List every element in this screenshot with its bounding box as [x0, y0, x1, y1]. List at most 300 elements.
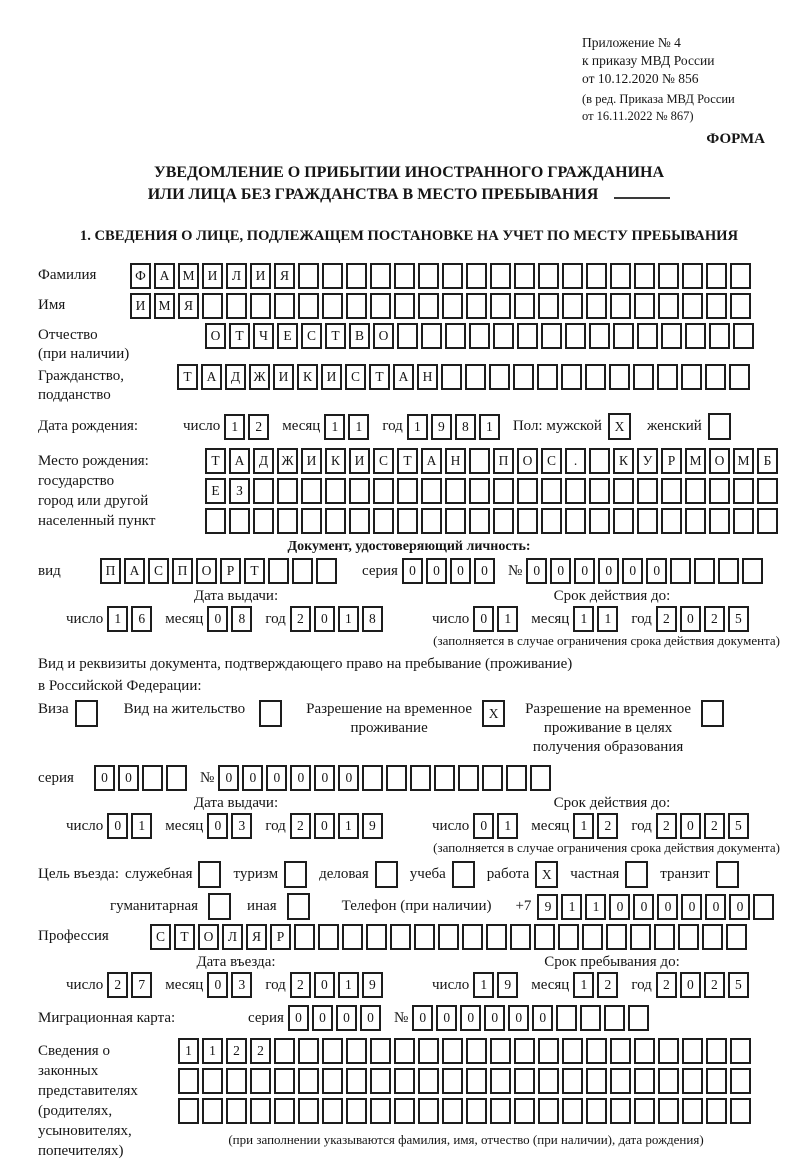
char-cell: [205, 508, 226, 534]
char-cell: [274, 293, 295, 319]
form-label: ФОРМА: [706, 131, 765, 147]
char-cell: 0: [609, 894, 630, 920]
char-cell: Я: [246, 924, 267, 950]
entry-date-heading: Дата въезда:: [196, 954, 276, 970]
char-cell: 5: [728, 813, 749, 839]
char-cell: 0: [460, 1005, 481, 1031]
char-cell: [613, 478, 634, 504]
char-cell: [349, 508, 370, 534]
char-cell: [202, 1098, 223, 1124]
char-cell: [610, 1098, 631, 1124]
migration-card-label: Миграционная карта:: [38, 1009, 176, 1026]
char-cell: С: [373, 448, 394, 474]
char-cell: [445, 323, 466, 349]
char-cell: Д: [225, 364, 246, 390]
identity-series-cells: [402, 558, 498, 584]
char-cell: [490, 293, 511, 319]
residence-doc-intro-2: в Российской Федерации:: [38, 678, 202, 694]
char-cell: [370, 1098, 391, 1124]
char-cell: [493, 323, 514, 349]
char-cell: 2: [250, 1038, 271, 1064]
number-sign: №: [507, 562, 523, 579]
char-cell: [733, 323, 754, 349]
char-cell: [658, 293, 679, 319]
char-cell: 2: [704, 606, 725, 632]
title-line-2: ИЛИ ЛИЦА БЕЗ ГРАЖДАНСТВА В МЕСТО ПРЕБЫВАНИЯ: [147, 186, 599, 203]
char-cell: [301, 478, 322, 504]
char-cell: 0: [207, 813, 228, 839]
char-cell: 0: [314, 972, 335, 998]
char-cell: [585, 364, 606, 390]
char-cell: 9: [497, 972, 518, 998]
char-cell: [342, 924, 363, 950]
identity-valid-year: [656, 606, 752, 632]
given-name-cells: [130, 293, 754, 319]
char-cell: А: [393, 364, 414, 390]
char-cell: 1: [178, 1038, 199, 1064]
char-cell: 0: [598, 558, 619, 584]
purpose-official-checkbox: [198, 861, 221, 888]
permit-valid-note: (заполняется в случае ограничения срока действия документа): [433, 840, 780, 855]
char-cell: 1: [338, 813, 359, 839]
char-cell: [442, 263, 463, 289]
char-cell: [633, 364, 654, 390]
char-cell: 9: [362, 972, 383, 998]
char-cell: 1: [324, 414, 345, 440]
char-cell: 0: [508, 1005, 529, 1031]
char-cell: С: [148, 558, 169, 584]
day-label: число: [66, 817, 104, 834]
identity-doc-heading: Документ, удостоверяющий личность:: [287, 539, 531, 554]
birthplace-cells-row-1: [205, 448, 781, 474]
option-temp-residence-education-line-3: получения образования: [532, 739, 684, 755]
char-cell: [397, 508, 418, 534]
char-cell: [582, 924, 603, 950]
char-cell: 0: [402, 558, 423, 584]
char-cell: [562, 293, 583, 319]
char-cell: [301, 508, 322, 534]
migration-series-cells: [288, 1005, 384, 1031]
guardians-label-5: усыновителях,: [38, 1123, 132, 1139]
char-cell: 3: [231, 972, 252, 998]
purpose-official-label: служебная: [124, 866, 193, 882]
phone-cells: [537, 894, 777, 920]
char-cell: 1: [202, 1038, 223, 1064]
char-cell: [706, 263, 727, 289]
char-cell: И: [250, 263, 271, 289]
char-cell: 1: [473, 972, 494, 998]
char-cell: [421, 478, 442, 504]
identity-valid-note: (заполняется в случае ограничения срока действия документа): [433, 633, 780, 648]
title-line-1: УВЕДОМЛЕНИЕ О ПРИБЫТИИ ИНОСТРАННОГО ГРАЖДАНИНА: [153, 164, 665, 181]
char-cell: [589, 448, 610, 474]
char-cell: [370, 1038, 391, 1064]
char-cell: [226, 1098, 247, 1124]
char-cell: 0: [633, 894, 654, 920]
identity-issue-year: [290, 606, 386, 632]
char-cell: Е: [277, 323, 298, 349]
char-cell: 1: [131, 813, 152, 839]
char-cell: Р: [270, 924, 291, 950]
char-cell: [490, 1038, 511, 1064]
char-cell: [589, 323, 610, 349]
purpose-business-label: деловая: [319, 866, 369, 882]
char-cell: [253, 478, 274, 504]
char-cell: [277, 478, 298, 504]
char-cell: [469, 448, 490, 474]
permit-issue-month: [207, 813, 255, 839]
char-cell: [466, 1038, 487, 1064]
guardians-cells-row-2: [178, 1068, 754, 1094]
char-cell: [613, 508, 634, 534]
char-cell: [709, 478, 730, 504]
char-cell: 0: [574, 558, 595, 584]
char-cell: [658, 1098, 679, 1124]
char-cell: 0: [450, 558, 471, 584]
permit-issue-heading: Дата выдачи:: [193, 795, 279, 811]
char-cell: [726, 924, 747, 950]
char-cell: [558, 924, 579, 950]
purpose-other-label: иная: [247, 898, 277, 914]
char-cell: [705, 364, 726, 390]
permit-number-cells: [218, 765, 554, 791]
char-cell: О: [709, 448, 730, 474]
char-cell: [609, 364, 630, 390]
char-cell: 0: [288, 1005, 309, 1031]
birthplace-cells-row-3: [205, 508, 781, 534]
char-cell: 0: [314, 765, 335, 791]
char-cell: Т: [369, 364, 390, 390]
permit-issue-day: [107, 813, 155, 839]
char-cell: [373, 508, 394, 534]
char-cell: [757, 478, 778, 504]
char-cell: 5: [728, 606, 749, 632]
char-cell: [730, 1068, 751, 1094]
char-cell: [730, 1098, 751, 1124]
char-cell: [362, 765, 383, 791]
day-label: число: [183, 418, 221, 434]
entry-day: [107, 972, 155, 998]
char-cell: П: [493, 448, 514, 474]
month-label: месяц: [282, 418, 321, 434]
stay-year: [656, 972, 752, 998]
char-cell: С: [541, 448, 562, 474]
gender-female-label: женский: [646, 418, 702, 434]
char-cell: [349, 478, 370, 504]
char-cell: [465, 364, 486, 390]
header-subline: от 16.11.2022 № 867): [582, 109, 694, 123]
char-cell: 1: [479, 414, 500, 440]
char-cell: 0: [426, 558, 447, 584]
char-cell: [298, 1038, 319, 1064]
purpose-private-checkbox: [625, 861, 648, 888]
identity-dates: [38, 588, 780, 632]
char-cell: [298, 293, 319, 319]
day-label: число: [432, 817, 470, 834]
month-label: месяц: [165, 817, 204, 834]
char-cell: [325, 508, 346, 534]
char-cell: З: [229, 478, 250, 504]
char-cell: 2: [107, 972, 128, 998]
char-cell: 2: [290, 813, 311, 839]
char-cell: [397, 478, 418, 504]
char-cell: 2: [656, 972, 677, 998]
char-cell: 2: [656, 813, 677, 839]
char-cell: 3: [231, 813, 252, 839]
char-cell: [586, 1068, 607, 1094]
phone-label: Телефон (при наличии): [341, 898, 492, 914]
char-cell: 0: [550, 558, 571, 584]
char-cell: [562, 1098, 583, 1124]
guardians-block: [38, 1038, 780, 1161]
char-cell: 1: [348, 414, 369, 440]
option-residence-permit-label: Вид на жительство: [123, 701, 246, 717]
day-label: число: [66, 610, 104, 627]
char-cell: [226, 293, 247, 319]
char-cell: [397, 323, 418, 349]
profession-cells: [150, 924, 750, 950]
char-cell: [142, 765, 163, 791]
birthplace-cells-row-2: [205, 478, 781, 504]
char-cell: К: [613, 448, 634, 474]
char-cell: 0: [532, 1005, 553, 1031]
purpose-work-label: работа: [486, 866, 530, 882]
char-cell: [366, 924, 387, 950]
char-cell: [541, 508, 562, 534]
char-cell: [718, 558, 739, 584]
char-cell: [730, 1038, 751, 1064]
char-cell: [682, 1038, 703, 1064]
char-cell: [458, 765, 479, 791]
char-cell: [229, 508, 250, 534]
char-cell: [661, 508, 682, 534]
char-cell: [637, 478, 658, 504]
char-cell: [370, 263, 391, 289]
year-label: год: [265, 610, 286, 627]
series-label: серия: [362, 562, 398, 579]
char-cell: [370, 1068, 391, 1094]
purpose-other-checkbox: [287, 893, 310, 920]
permit-valid-day: [473, 813, 521, 839]
month-label: месяц: [531, 817, 570, 834]
option-residence-permit: [124, 700, 282, 727]
citizenship-row: [38, 364, 780, 405]
char-cell: [482, 765, 503, 791]
char-cell: [418, 1098, 439, 1124]
char-cell: [513, 364, 534, 390]
guardians-label-6: попечителях): [38, 1143, 124, 1159]
char-cell: [685, 478, 706, 504]
char-cell: 1: [585, 894, 606, 920]
char-cell: 0: [336, 1005, 357, 1031]
char-cell: [394, 1098, 415, 1124]
char-cell: Н: [445, 448, 466, 474]
guardians-label-4: (родителях,: [38, 1103, 113, 1119]
char-cell: [445, 478, 466, 504]
citizenship-cells: [177, 364, 753, 390]
identity-type-label: вид: [38, 562, 61, 579]
char-cell: К: [325, 448, 346, 474]
char-cell: 2: [248, 414, 269, 440]
number-sign: №: [200, 769, 215, 786]
identity-valid-month: [573, 606, 621, 632]
char-cell: [274, 1038, 295, 1064]
char-cell: 1: [597, 606, 618, 632]
char-cell: А: [421, 448, 442, 474]
char-cell: [418, 263, 439, 289]
purpose-study-checkbox: [452, 861, 475, 888]
char-cell: [442, 1038, 463, 1064]
char-cell: А: [229, 448, 250, 474]
char-cell: И: [273, 364, 294, 390]
day-label: число: [432, 976, 470, 993]
char-cell: [506, 765, 527, 791]
purpose-humanitarian-label: гуманитарная: [110, 898, 199, 914]
char-cell: [565, 478, 586, 504]
stay-until-heading: Срок пребывания до:: [544, 954, 680, 970]
char-cell: 0: [266, 765, 287, 791]
series-label: серия: [38, 769, 74, 786]
char-cell: [202, 1068, 223, 1094]
char-cell: [685, 508, 706, 534]
permit-valid-year: [656, 813, 752, 839]
char-cell: [441, 364, 462, 390]
char-cell: Я: [274, 263, 295, 289]
char-cell: [250, 1068, 271, 1094]
char-cell: [589, 508, 610, 534]
entry-dates: [38, 954, 780, 998]
patronymic-label: Отчество: [38, 327, 98, 343]
birth-date-row: [38, 413, 780, 440]
char-cell: Т: [205, 448, 226, 474]
char-cell: А: [124, 558, 145, 584]
char-cell: 1: [497, 813, 518, 839]
given-name-row: [38, 293, 780, 319]
char-cell: [517, 323, 538, 349]
guardians-label-1: Сведения о: [38, 1043, 110, 1059]
char-cell: [202, 293, 223, 319]
char-cell: [493, 508, 514, 534]
char-cell: П: [172, 558, 193, 584]
purpose-label: Цель въезда:: [38, 866, 119, 882]
purpose-tourism-label: туризм: [233, 866, 279, 882]
char-cell: [493, 478, 514, 504]
option-temp-residence-line-1: Разрешение на временное: [306, 701, 473, 717]
char-cell: 9: [362, 813, 383, 839]
char-cell: [610, 1038, 631, 1064]
char-cell: 0: [484, 1005, 505, 1031]
char-cell: [604, 1005, 625, 1031]
char-cell: [466, 1068, 487, 1094]
char-cell: [298, 263, 319, 289]
char-cell: [706, 293, 727, 319]
option-temp-residence: [306, 700, 505, 738]
char-cell: [613, 323, 634, 349]
char-cell: Т: [244, 558, 265, 584]
char-cell: 1: [338, 606, 359, 632]
birth-year-cells: [407, 414, 503, 440]
char-cell: 2: [226, 1038, 247, 1064]
char-cell: [702, 924, 723, 950]
char-cell: [445, 508, 466, 534]
guardians-label-2: законных: [38, 1063, 99, 1079]
char-cell: [438, 924, 459, 950]
char-cell: [709, 508, 730, 534]
char-cell: [318, 924, 339, 950]
month-label: месяц: [531, 976, 570, 993]
char-cell: [733, 508, 754, 534]
char-cell: П: [100, 558, 121, 584]
year-label: год: [631, 610, 652, 627]
char-cell: 0: [218, 765, 239, 791]
migration-number-cells: [412, 1005, 652, 1031]
char-cell: [565, 323, 586, 349]
char-cell: 0: [705, 894, 726, 920]
char-cell: [586, 293, 607, 319]
char-cell: Т: [229, 323, 250, 349]
char-cell: [562, 1038, 583, 1064]
char-cell: [753, 894, 774, 920]
char-cell: 0: [646, 558, 667, 584]
char-cell: С: [301, 323, 322, 349]
char-cell: [418, 1068, 439, 1094]
char-cell: И: [349, 448, 370, 474]
char-cell: 0: [338, 765, 359, 791]
char-cell: [386, 765, 407, 791]
char-cell: [373, 478, 394, 504]
char-cell: [634, 293, 655, 319]
char-cell: [706, 1068, 727, 1094]
char-cell: [514, 1038, 535, 1064]
char-cell: [589, 478, 610, 504]
char-cell: [517, 508, 538, 534]
patronymic-label-note: (при наличии): [38, 346, 130, 362]
char-cell: [322, 1068, 343, 1094]
guardians-note: (при заполнении указываются фамилия, имя, отчество (при наличии), дата рождения): [228, 1132, 704, 1147]
char-cell: 0: [680, 813, 701, 839]
char-cell: [226, 1068, 247, 1094]
char-cell: М: [154, 293, 175, 319]
char-cell: К: [297, 364, 318, 390]
char-cell: [298, 1098, 319, 1124]
char-cell: Ж: [277, 448, 298, 474]
char-cell: [442, 293, 463, 319]
char-cell: Т: [177, 364, 198, 390]
char-cell: [661, 478, 682, 504]
guardians-cells-row-3: [178, 1098, 754, 1124]
patronymic-row: [38, 323, 780, 364]
char-cell: [565, 508, 586, 534]
birthplace-label: Место рождения:: [38, 453, 149, 469]
section-1-heading: 1. СВЕДЕНИЯ О ЛИЦЕ, ПОДЛЕЖАЩЕМ ПОСТАНОВКЕ НА УЧЕТ ПО МЕСТУ ПРЕБЫВАНИЯ: [79, 228, 739, 244]
char-cell: 2: [290, 606, 311, 632]
option-temp-residence-line-2: проживание: [350, 720, 428, 736]
header-line: Приложение № 4: [582, 35, 681, 50]
char-cell: 0: [360, 1005, 381, 1031]
char-cell: 5: [728, 972, 749, 998]
header-line: от 10.12.2020 № 856: [582, 71, 699, 86]
char-cell: [316, 558, 337, 584]
char-cell: 1: [573, 606, 594, 632]
birthplace-label-2: государство: [38, 473, 115, 489]
year-label: год: [631, 976, 652, 993]
char-cell: [462, 924, 483, 950]
char-cell: [346, 1068, 367, 1094]
entry-month: [207, 972, 255, 998]
profession-row: [38, 924, 780, 950]
permit-series-row: [38, 765, 780, 791]
gender-male-checkbox: X: [608, 413, 631, 440]
